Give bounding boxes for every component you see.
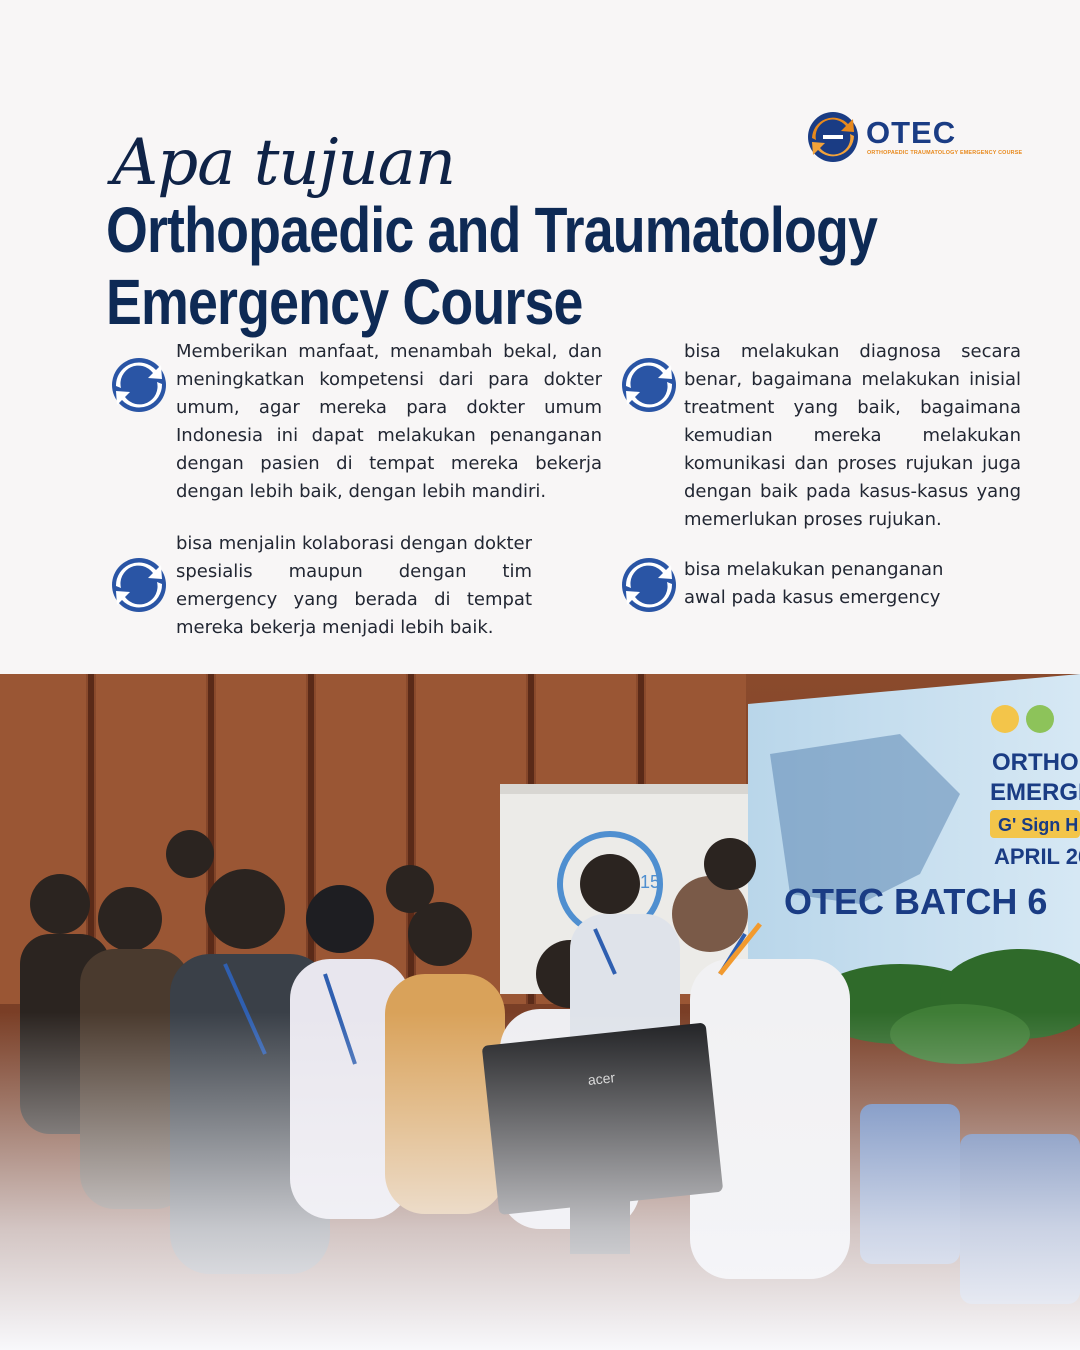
page-title	[106, 194, 877, 338]
event-photo	[0, 674, 1080, 1350]
otec-swirl-icon	[110, 556, 168, 614]
point-4-text: bisa melakukan penanganan awal pada kasus emergency	[684, 559, 944, 608]
point-2	[620, 342, 1022, 538]
point-4	[620, 556, 1022, 618]
otec-swirl-icon	[620, 556, 678, 614]
point-1	[110, 342, 602, 512]
otec-logo-icon	[806, 110, 860, 164]
page-title-line-1: Orthopaedic and Traumatology	[106, 194, 878, 266]
point-3	[110, 530, 534, 648]
logo-tagline: ORTHOPAEDIC TRAUMATOLOGY EMERGENCY COURSE	[867, 150, 1023, 156]
script-title: Apa tujuan	[112, 126, 456, 200]
otec-swirl-icon	[620, 356, 678, 414]
point-2-text: bisa melakukan diagnosa secara benar, bagaimana melakukan inisial treatment yang baik, bagaimana kemudian mereka melakukan komunikasi dan proses rujukan juga dengan baik pada kasus-kasus yang memerlukan proses rujukan.	[684, 341, 1021, 530]
logo-wordmark: OTEC	[866, 115, 957, 150]
otec-swirl-icon	[110, 356, 168, 414]
point-3-text: bisa menjalin kolaborasi dengan dokter spesialis maupun dengan tim emergency yang berada di tempat mereka bekerja menjadi lebih baik.	[176, 533, 532, 638]
point-1-text: Memberikan manfaat, menambah bekal, dan meningkatkan kompetensi dari para dokter umum, agar mereka para dokter umum Indonesia ini dapat melakukan penanganan dengan pasien di tempat mereka bekerja dengan lebih baik, dengan lebih mandiri.	[176, 341, 602, 502]
page-title-line-2: Emergency Course	[106, 266, 583, 338]
otec-logo	[806, 110, 1023, 164]
event-photo-illustration	[0, 674, 1080, 1350]
